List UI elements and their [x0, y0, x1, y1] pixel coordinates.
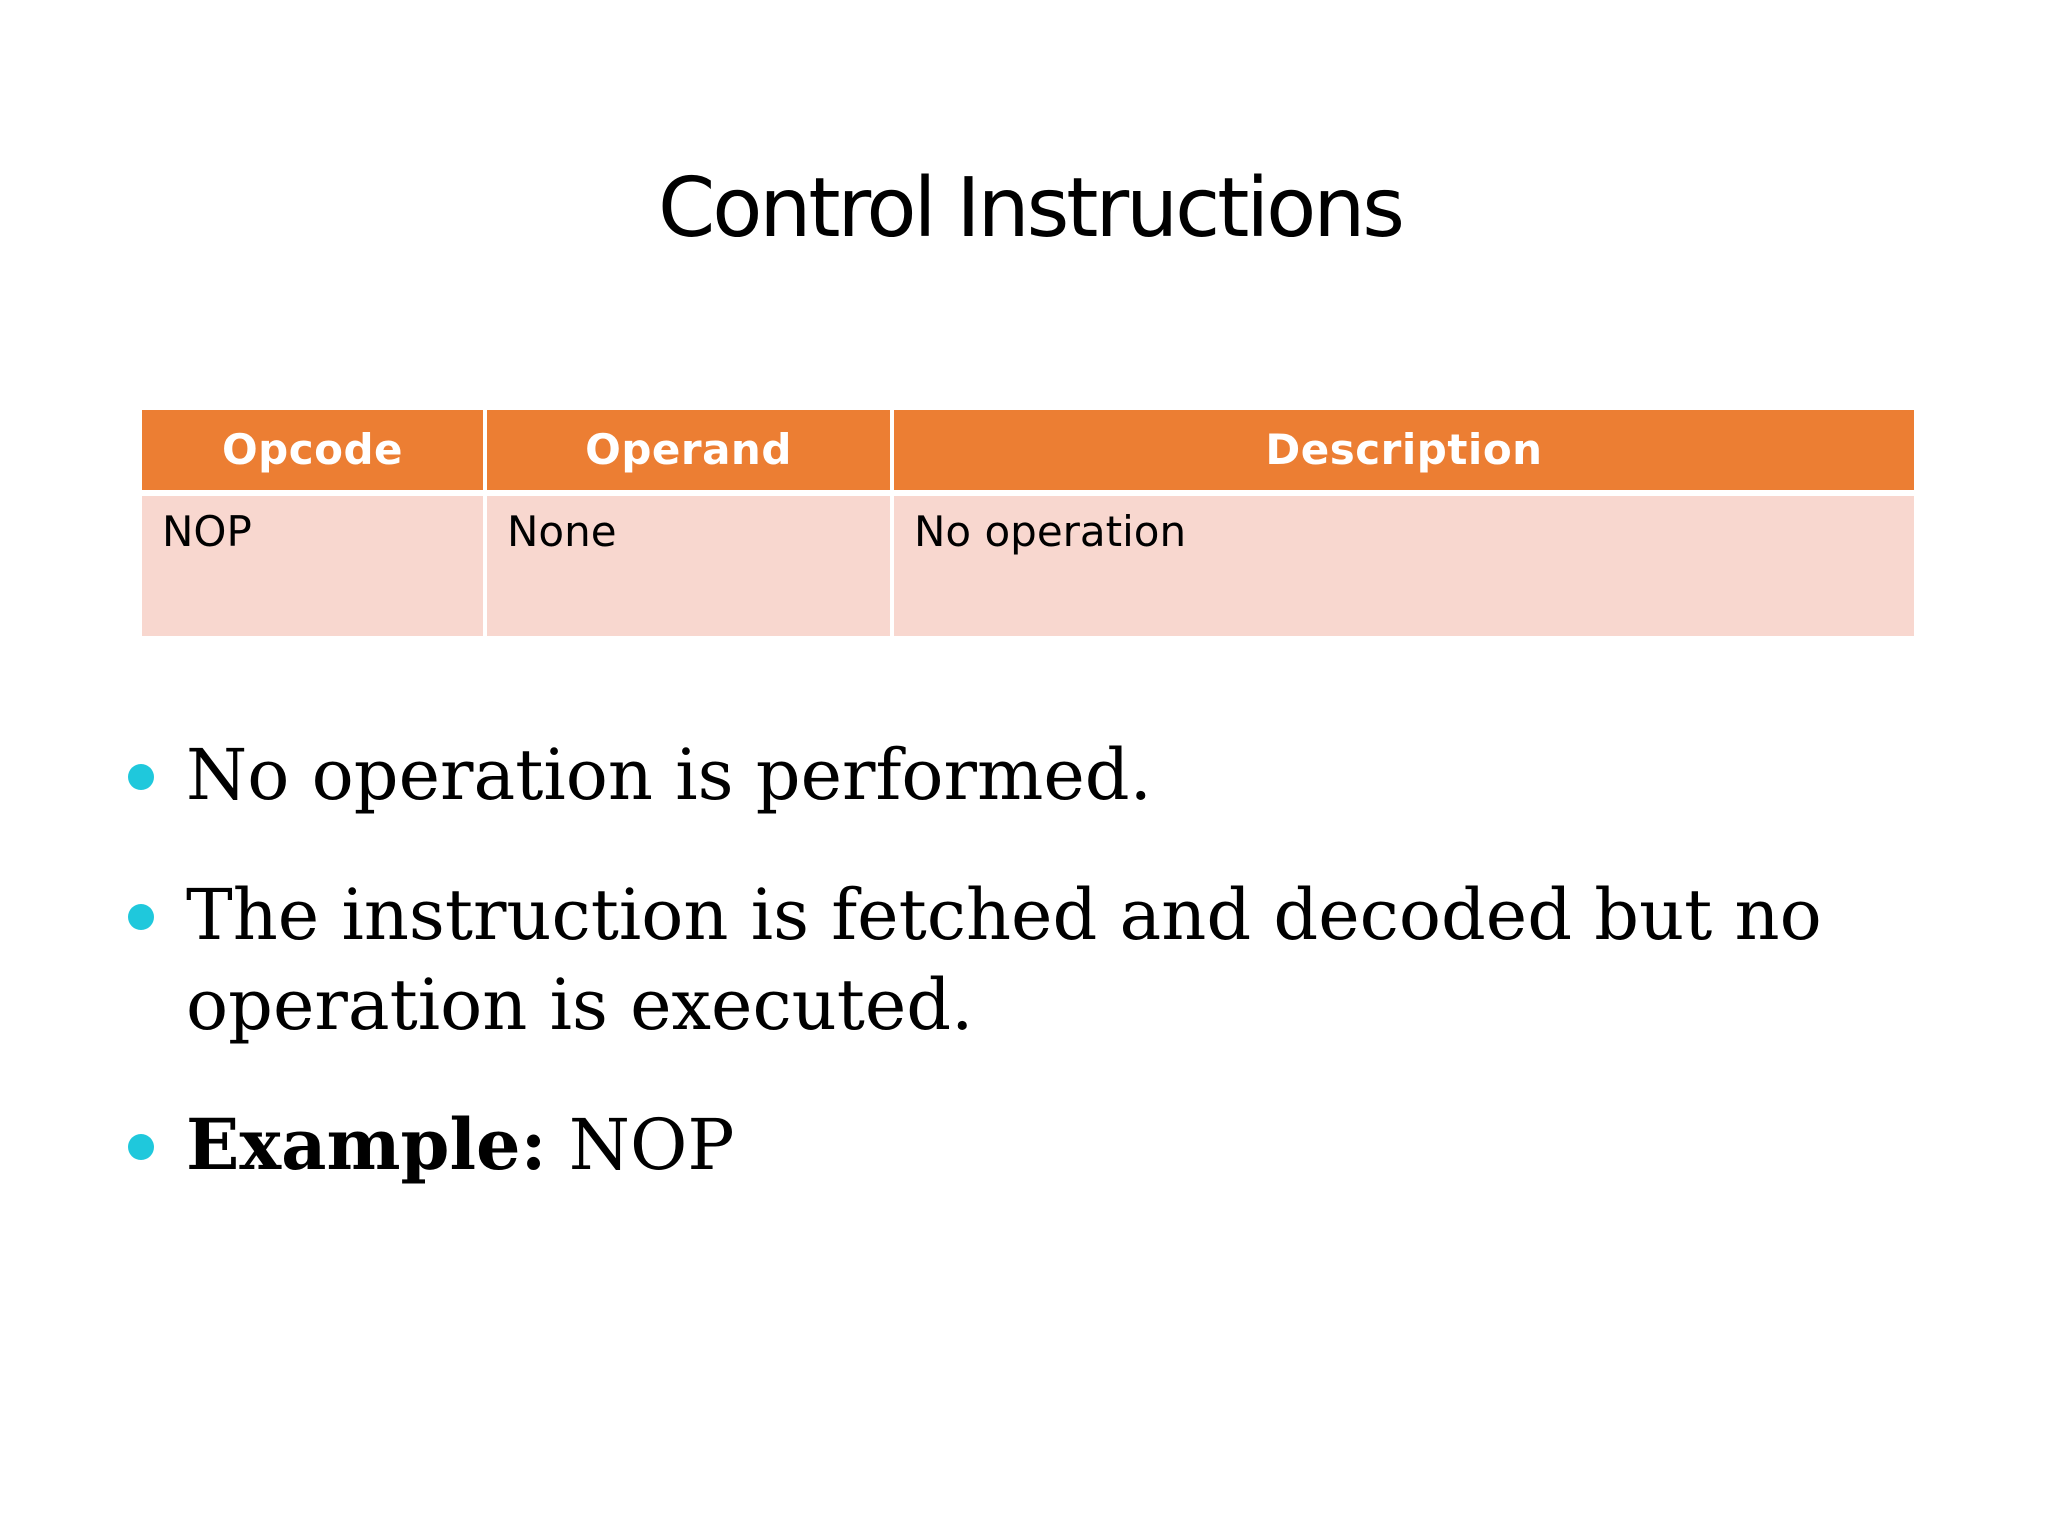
bullet-item [124, 870, 1824, 1050]
instruction-table [142, 410, 1914, 636]
bullet-item [124, 730, 1824, 820]
example-value: NOP [568, 1104, 735, 1186]
bullet-list [124, 730, 1824, 1240]
cell-operand: None [487, 496, 890, 636]
bullet-dot-icon [128, 904, 154, 930]
bullet-dot-icon [128, 764, 154, 790]
example-label: Example: [186, 1103, 547, 1186]
bullet-item [124, 1100, 1824, 1190]
header-opcode: Opcode [142, 410, 483, 490]
header-description: Description [894, 410, 1914, 490]
cell-description: No operation [894, 496, 1914, 636]
bullet-text: The instruction is fetched and decoded but no operation is executed. [186, 874, 1822, 1046]
header-operand: Operand [487, 410, 890, 490]
slide-title: Control Instructions [657, 161, 1403, 256]
cell-opcode: NOP [142, 496, 483, 636]
bullet-dot-icon [128, 1134, 154, 1160]
bullet-text: No operation is performed. [186, 734, 1152, 816]
